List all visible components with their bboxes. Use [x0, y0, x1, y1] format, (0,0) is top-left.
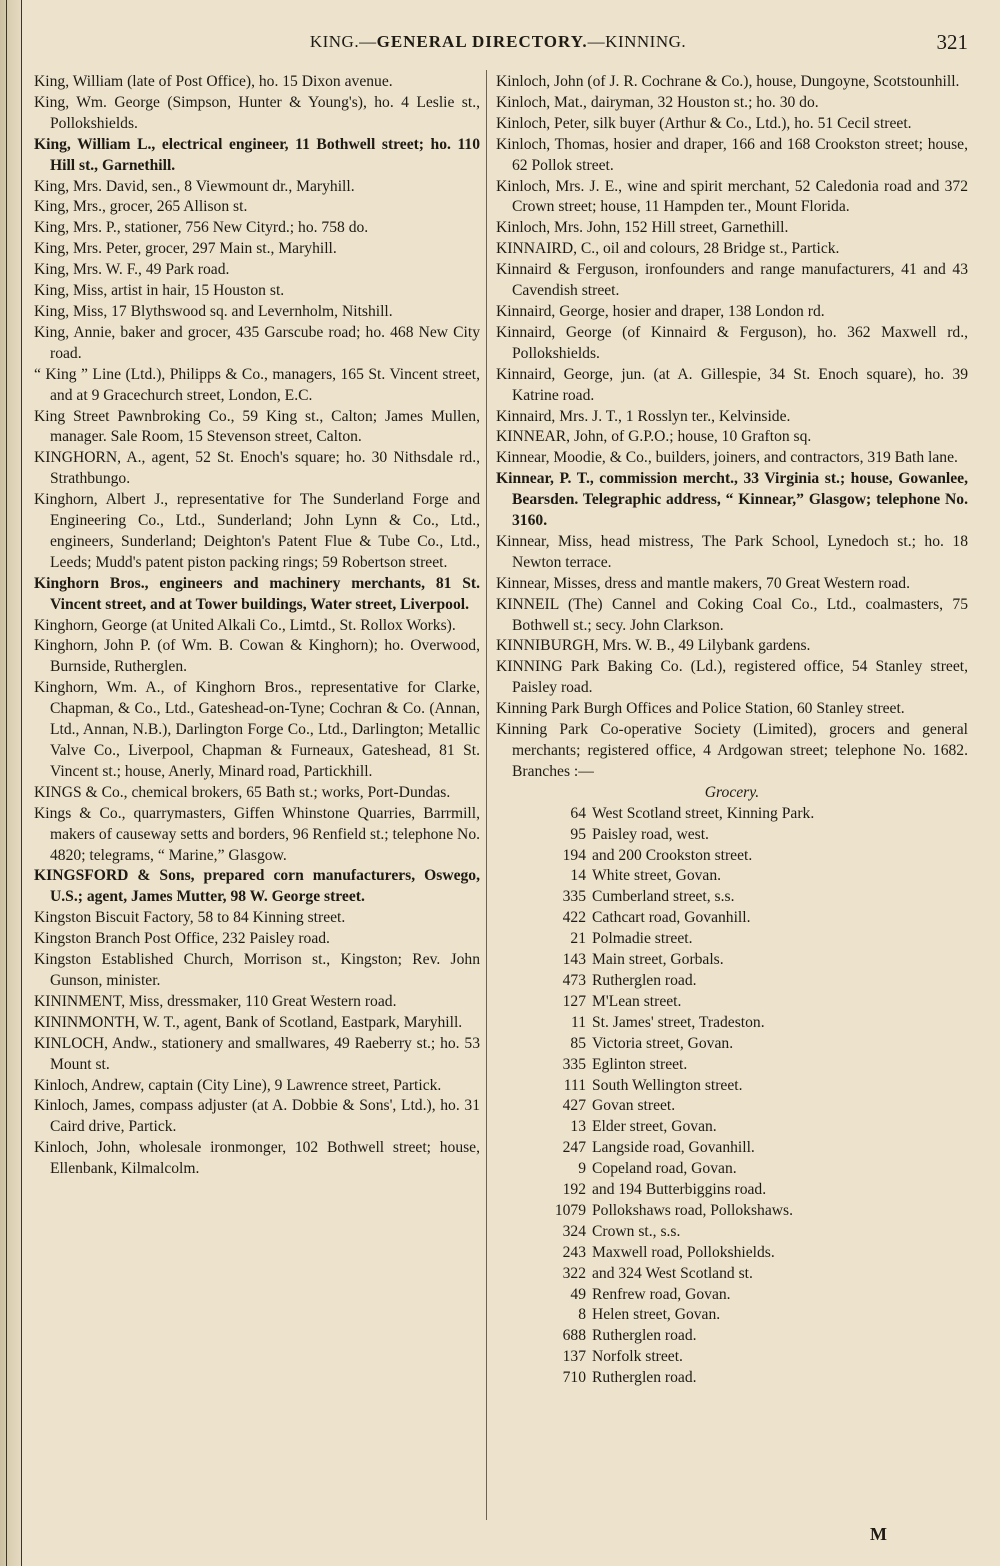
- branch-address: Helen street, Govan.: [592, 1306, 721, 1324]
- directory-entry: KINNIBURGH, Mrs. W. B., 49 Lilybank gardens.: [496, 637, 811, 655]
- branch-row: [496, 1368, 968, 1389]
- directory-entry: KININMONTH, W. T., agent, Bank of Scotland, Eastpark, Maryhill.: [34, 1013, 463, 1031]
- branch-address: St. James' street, Tradeston.: [592, 1013, 765, 1031]
- branch-number: 64: [570, 804, 586, 822]
- branch-address: Maxwell road, Pollokshields.: [592, 1243, 775, 1261]
- binding-gutter: [0, 0, 22, 1566]
- branch-row: [496, 908, 968, 929]
- branch-number: 1079: [554, 1201, 586, 1219]
- directory-entry: Kinloch, Mrs. John, 152 Hill street, Garnethill.: [496, 219, 789, 237]
- directory-entry: KINNAIRD, C., oil and colours, 28 Bridge st., Partick.: [496, 240, 840, 258]
- directory-entry: King, Mrs. P., stationer, 756 New Cityrd.; ho. 758 do.: [34, 219, 369, 237]
- directory-entry: Kinloch, Mat., dairyman, 32 Houston st.; ho. 30 do.: [496, 93, 819, 111]
- branch-row: [496, 950, 968, 971]
- directory-entry: KINNEIL (The) Cannel and Coking Coal Co., Ltd., coalmasters, 75 Bothwell st.; secy. John Clarkson.: [496, 595, 968, 634]
- gutter-line: [6, 0, 7, 1566]
- left-column: [34, 72, 480, 1180]
- branch-number: 192: [562, 1181, 586, 1199]
- directory-entry: Kinning Park Burgh Offices and Police Station, 60 Stanley street.: [496, 700, 905, 718]
- branch-address: West Scotland street, Kinning Park.: [592, 804, 815, 822]
- branch-row: [496, 1305, 968, 1326]
- branch-address: and 324 West Scotland st.: [592, 1264, 753, 1282]
- branch-address: Rutherglen road.: [592, 1327, 697, 1345]
- directory-entry: King, William (late of Post Office), ho. 15 Dixon avenue.: [34, 73, 393, 90]
- branch-row: [496, 1013, 968, 1034]
- directory-entry: KINGS & Co., chemical brokers, 65 Bath st.; works, Port-Dundas.: [34, 783, 451, 801]
- branch-row: [496, 825, 968, 846]
- branch-number: 710: [562, 1369, 586, 1387]
- branch-number: 143: [562, 951, 586, 969]
- directory-entry: Kinnear, P. T., commission mercht., 33 Virginia st.; house, Gowanlee, Bearsden. Telegraphic address, “ Kinnear,” Glasgow; telephone No. 3160.: [496, 470, 968, 530]
- branch-row: [496, 1326, 968, 1347]
- branch-address: Elder street, Govan.: [592, 1118, 717, 1136]
- branch-row: [496, 1159, 968, 1180]
- branch-number: 21: [570, 930, 586, 948]
- branch-row: [496, 929, 968, 950]
- directory-entry: Kingston Biscuit Factory, 58 to 84 Kinning street.: [34, 909, 346, 927]
- branch-address: Polmadie street.: [592, 930, 693, 948]
- directory-entry: King, Annie, baker and grocer, 435 Garscube road; ho. 468 New City road.: [34, 323, 480, 362]
- column-divider: [486, 70, 487, 1520]
- branch-number: 111: [563, 1076, 586, 1094]
- branch-row: [496, 1096, 968, 1117]
- directory-entry: King, Mrs., grocer, 265 Allison st.: [34, 198, 248, 216]
- head-center: GENERAL DIRECTORY.: [376, 32, 588, 51]
- branch-number: 335: [562, 888, 586, 906]
- branch-address: Renfrew road, Govan.: [592, 1285, 731, 1303]
- branch-number: 322: [562, 1264, 586, 1282]
- directory-entry: Kinloch, Peter, silk buyer (Arthur & Co., Ltd.), ho. 51 Cecil street.: [496, 114, 912, 132]
- branch-row: [496, 992, 968, 1013]
- directory-entry: King, Wm. George (Simpson, Hunter & Young's), ho. 4 Leslie st., Pollokshields.: [34, 93, 480, 132]
- branch-number: 247: [562, 1139, 586, 1157]
- branch-address: Langside road, Govanhill.: [592, 1139, 755, 1157]
- branches-heading: Grocery.: [704, 783, 760, 801]
- branch-address: Pollokshaws road, Pollokshaws.: [592, 1201, 793, 1219]
- directory-entry: KINGHORN, A., agent, 52 St. Enoch's square; ho. 30 Nithsdale rd., Strathbungo.: [34, 449, 480, 488]
- branch-row: [496, 1243, 968, 1264]
- branch-address: Copeland road, Govan.: [592, 1160, 737, 1178]
- directory-entry: KININMENT, Miss, dressmaker, 110 Great Western road.: [34, 992, 397, 1010]
- directory-entry: KINNEAR, John, of G.P.O.; house, 10 Grafton sq.: [496, 428, 812, 446]
- branch-address: Rutherglen road.: [592, 971, 697, 989]
- directory-entry: Kinloch, Thomas, hosier and draper, 166 and 168 Crookston street; house, 62 Pollok street.: [496, 135, 968, 174]
- branch-number: 335: [562, 1055, 586, 1073]
- directory-entry: KINNING Park Baking Co. (Ld.), registered office, 54 Stanley street, Paisley road.: [496, 658, 968, 697]
- branch-row: [496, 971, 968, 992]
- branch-address: White street, Govan.: [592, 867, 722, 885]
- branch-row: [496, 1117, 968, 1138]
- branch-row: [496, 1222, 968, 1243]
- page-number: 321: [936, 30, 968, 54]
- directory-entry: Kinloch, Mrs. J. E., wine and spirit merchant, 52 Caledonia road and 372 Crown street; house, 11 Hampden ter., Mount Florida.: [496, 177, 968, 216]
- branch-number: 422: [562, 909, 586, 927]
- directory-entry: King, Miss, 17 Blythswood sq. and Levernholm, Nitshill.: [34, 302, 393, 320]
- directory-entry: Kinghorn, John P. (of Wm. B. Cowan & Kinghorn); ho. Overwood, Burnside, Rutherglen.: [34, 637, 480, 676]
- branch-number: 49: [570, 1285, 586, 1303]
- directory-entry: Kinnaird, George, hosier and draper, 138 London rd.: [496, 302, 825, 320]
- branch-address: Victoria street, Govan.: [592, 1034, 734, 1052]
- branch-number: 85: [570, 1034, 586, 1052]
- branch-row: [496, 866, 968, 887]
- branch-row: [496, 1180, 968, 1201]
- signature-mark: M: [870, 1524, 887, 1544]
- directory-entry: Kingston Branch Post Office, 232 Paisley road.: [34, 930, 330, 948]
- branch-number: 95: [570, 825, 586, 843]
- directory-entry: Kinloch, Andrew, captain (City Line), 9 Lawrence street, Partick.: [34, 1076, 442, 1094]
- branch-address: South Wellington street.: [592, 1076, 743, 1094]
- directory-entry: Kinghorn Bros., engineers and machinery merchants, 81 St. Vincent street, and at Tower buildings, Water street, Liverpool.: [34, 574, 480, 613]
- branch-row: [496, 1347, 968, 1368]
- branch-number: 243: [562, 1243, 586, 1261]
- branch-number: 8: [578, 1306, 586, 1324]
- directory-entry: Kinnear, Misses, dress and mantle makers, 70 Great Western road.: [496, 574, 910, 592]
- branch-list: [496, 804, 968, 1389]
- directory-entry: Kinnaird, George, jun. (at A. Gillespie, 34 St. Enoch square), ho. 39 Katrine road.: [496, 365, 968, 404]
- branch-number: 137: [562, 1348, 586, 1366]
- branch-address: and 200 Crookston street.: [592, 846, 753, 864]
- directory-entry: King, Mrs. David, sen., 8 Viewmount dr., Maryhill.: [34, 177, 355, 195]
- page-header: [28, 30, 968, 56]
- right-column: [496, 72, 968, 1389]
- right-entries: [496, 72, 968, 783]
- directory-entry: Kingston Established Church, Morrison st., Kingston; Rev. John Gunson, minister.: [34, 951, 480, 989]
- branch-row: [496, 1201, 968, 1222]
- head-left: KING.: [309, 32, 360, 51]
- branch-address: Govan street.: [592, 1097, 676, 1115]
- directory-entry: Kinnaird, Mrs. J. T., 1 Rosslyn ter., Kelvinside.: [496, 407, 791, 425]
- branch-row: [496, 1138, 968, 1159]
- branch-number: 194: [562, 846, 586, 864]
- branch-row: [496, 1264, 968, 1285]
- branch-address: Norfolk street.: [592, 1348, 683, 1366]
- branch-number: 127: [562, 992, 586, 1010]
- branch-row: [496, 1076, 968, 1097]
- directory-entry: King, Mrs. W. F., 49 Park road.: [34, 261, 230, 279]
- directory-entry: Kinnaird, George (of Kinnaird & Ferguson), ho. 362 Maxwell rd., Pollokshields.: [496, 323, 968, 362]
- branch-number: 324: [562, 1222, 586, 1240]
- directory-entry: Kinloch, James, compass adjuster (at A. Dobbie & Sons', Ltd.), ho. 31 Caird drive, Partick.: [34, 1097, 480, 1136]
- directory-entry: Kings & Co., quarrymasters, Giffen Whinstone Quarries, Barrmill, makers of causeway setts and borders, 96 Renfield st.; telephone No. 4820; telegrams, “ Marine,” Glasgow.: [34, 804, 481, 864]
- directory-entry: Kinning Park Co-operative Society (Limited), grocers and general merchants; registered office, 4 Ardgowan street; telephone No. 1682. Branches :—: [496, 721, 968, 780]
- directory-entry: Kinnear, Moodie, & Co., builders, joiners, and contractors, 319 Bath lane.: [496, 449, 958, 467]
- directory-entry: “ King ” Line (Ltd.), Philipps & Co., managers, 165 St. Vincent street, and at 9 Gracechurch street, London, E.C.: [34, 365, 480, 404]
- directory-entry: Kinloch, John (of J. R. Cochrane & Co.), house, Dungoyne, Scotstounhill.: [496, 73, 960, 90]
- branch-row: [496, 1055, 968, 1076]
- directory-entry: Kinghorn, Wm. A., of Kinghorn Bros., representative for Clarke, Chapman, & Co., Ltd., Gateshead-on-Tyne; Cochran & Co. (Annan, Ltd., Annan, N.B.), Darlington Forge Co., Ltd., Darlington; Metallic Valve Co., Liverpool, Chapman & Furneaux, Gateshead, 81 St. Vincent st.; house, Anerly, Minard road, Partickhill.: [34, 679, 480, 780]
- branch-address: Cathcart road, Govanhill.: [592, 909, 751, 927]
- branch-address: Rutherglen road.: [592, 1369, 697, 1387]
- branch-row: [496, 1285, 968, 1306]
- branch-address: Cumberland street, s.s.: [592, 888, 735, 906]
- branch-number: 427: [562, 1097, 586, 1115]
- branch-row: [496, 1034, 968, 1055]
- branch-number: 473: [562, 971, 586, 989]
- head-right: KINNING.: [605, 32, 687, 51]
- directory-entry: Kinghorn, Albert J., representative for The Sunderland Forge and Engineering Co., Ltd., Sunderland; John Lynn & Co., Ltd., engineers, Sunderland; Deighton's Patent Flue & Tube Co., Ltd., Leeds; Mudd's patent piston packing rings; 59 Robertson street.: [34, 491, 480, 571]
- branch-address: Main street, Gorbals.: [592, 951, 724, 969]
- branch-row: [496, 846, 968, 867]
- branch-number: 9: [578, 1160, 586, 1178]
- directory-entry: Kinghorn, George (at United Alkali Co., Limtd., St. Rollox Works).: [34, 616, 456, 634]
- directory-entry: Kinnear, Miss, head mistress, The Park School, Lynedoch st.; ho. 18 Newton terrace.: [496, 532, 968, 571]
- directory-entry: KINLOCH, Andw., stationery and smallwares, 49 Raeberry st.; ho. 53 Mount st.: [34, 1034, 480, 1073]
- directory-entry: KINGSFORD & Sons, prepared corn manufacturers, Oswego, U.S.; agent, James Mutter, 98 W. George street.: [34, 867, 480, 906]
- directory-page: [28, 0, 994, 1566]
- directory-entry: King Street Pawnbroking Co., 59 King st., Calton; James Mullen, manager. Sale Room, 15 Stevenson street, Calton.: [34, 407, 480, 446]
- branch-number: 11: [570, 1013, 586, 1031]
- branch-row: [496, 804, 968, 825]
- gutter-line: [21, 0, 22, 1566]
- branch-row: [496, 887, 968, 908]
- directory-entry: King, Miss, artist in hair, 15 Houston st.: [34, 282, 285, 300]
- directory-entry: King, Mrs. Peter, grocer, 297 Main st., Maryhill.: [34, 240, 337, 258]
- branch-address: Paisley road, west.: [592, 825, 709, 843]
- branch-address: Eglinton street.: [592, 1055, 688, 1073]
- branch-address: Crown st., s.s.: [592, 1222, 681, 1240]
- running-head: KING.—GENERAL DIRECTORY.—KINNING.: [309, 32, 687, 51]
- branch-address: and 194 Butterbiggins road.: [592, 1181, 767, 1199]
- directory-entry: Kinloch, John, wholesale ironmonger, 102 Bothwell street; house, Ellenbank, Kilmalcolm.: [34, 1139, 480, 1178]
- branch-number: 13: [570, 1118, 586, 1136]
- directory-entry: Kinnaird & Ferguson, ironfounders and range manufacturers, 41 and 43 Cavendish street.: [496, 261, 968, 300]
- directory-entry: King, William L., electrical engineer, 11 Bothwell street; ho. 110 Hill st., Garnethill.: [34, 135, 480, 174]
- branch-number: 688: [562, 1327, 586, 1345]
- branch-number: 14: [570, 867, 586, 885]
- branch-address: M'Lean street.: [592, 992, 682, 1010]
